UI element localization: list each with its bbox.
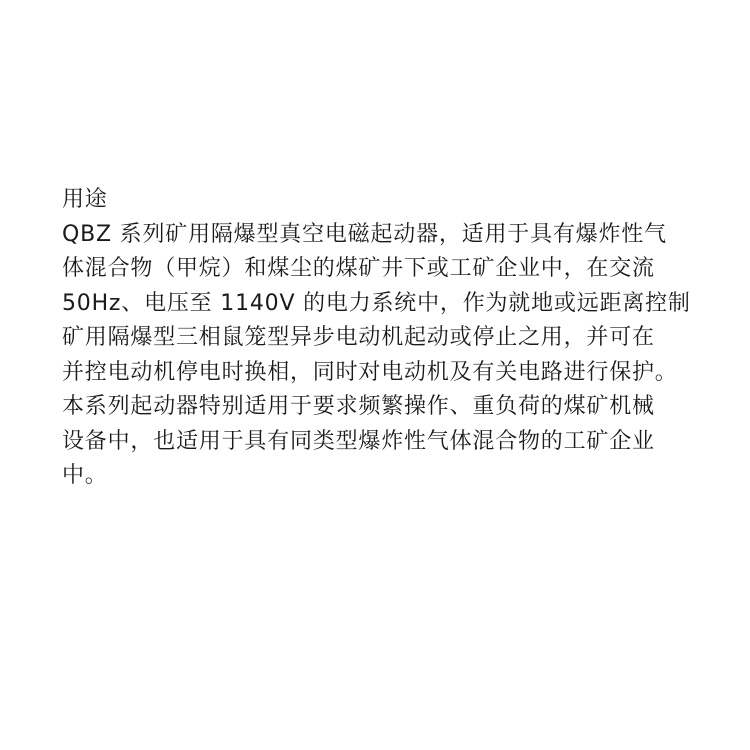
paragraph-line-7: 设备中，也适用于具有同类型爆炸性气体混合物的工矿企业 [62, 428, 655, 454]
section-heading: 用途 [62, 187, 108, 212]
paragraph-line-5: 并控电动机停电时换相，同时对电动机及有关电路进行保护。 [62, 359, 678, 385]
paragraph-line-1: QBZ 系列矿用隔爆型真空电磁起动器，适用于具有爆炸性气 [62, 221, 667, 247]
paragraph-line-8: 中。 [62, 463, 108, 488]
paragraph-line-6: 本系列起动器特别适用于要求频繁操作、重负荷的煤矿机械 [62, 394, 655, 419]
document-body [62, 183, 742, 494]
paragraph-line-4: 矿用隔爆型三相鼠笼型异步电动机起动或停止之用，并可在 [62, 325, 655, 350]
paragraph-line-3: 50Hz、电压至 1140V 的电力系统中，作为就地或远距离控制 [62, 290, 691, 316]
paragraph-line-2: 体混合物（甲烷）和煤尘的煤矿井下或工矿企业中，在交流 [62, 256, 655, 281]
